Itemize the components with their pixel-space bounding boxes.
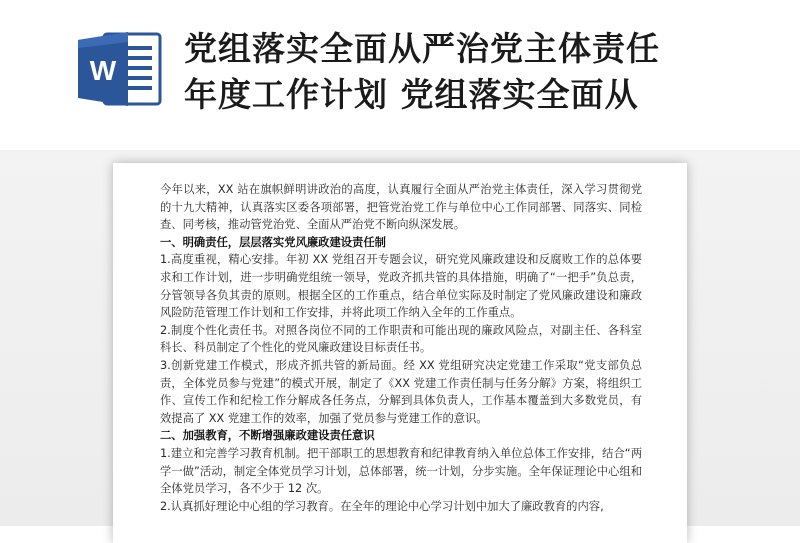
title-line-1: 党组落实全面从严治党主体责任 — [184, 29, 660, 68]
header — [0, 0, 800, 160]
section-heading: 一、明确责任，层层落实党风廉政建设责任制 — [160, 235, 386, 249]
document-page — [113, 163, 687, 543]
svg-text:W: W — [89, 55, 117, 86]
document-body — [160, 181, 642, 515]
paragraph: 1.高度重视，精心安排。年初 XX 党组召开专题会议，研究党风廉政建设和反腐败工作的总体要求和工作计划，进一步明确党组统一领导，党政齐抓共管的具体措施，明确了“一把手”负总责，分管领导各负其责的原则。根据全区的工作重点，结合单位实际及时制定了党风廉政建设和廉政风险防范管理工作计划和工作安排，并将此项工作纳入全年的工作重点。 — [160, 253, 642, 320]
document-title — [184, 26, 784, 118]
paragraph: 3.创新党建工作模式，形成齐抓共管的新局面。经 XX 党组研究决定党建工作采取“党支部负总责，全体党员参与党建”的模式开展，制定了《XX 党建工作责任制与任务分解》方案，将组织工作、宣传工作和纪检工作分解成各任务点，分解到具体负责人，工作基本覆盖到大多数党员，有效提高了 XX 党建工作的效率，加强了党员参与党建工作的意识。 — [160, 358, 642, 425]
word-document-icon — [78, 30, 164, 108]
section-heading: 二、加强教育，不断增强廉政建设责任意识 — [160, 429, 375, 443]
paragraph: 2.认真抓好理论中心组的学习教育。在全年的理论中心学习计划中加大了廉政教育的内容, — [160, 499, 604, 513]
paragraph: 1.建立和完善学习教育机制。把干部职工的思想教育和纪律教育纳入单位总体工作安排，结合“两学一做”活动，制定全体党员学习计划，总体部署，统一计划，分步实施。全年保证理论中心组和全体党员学习，各不少于 12 次。 — [160, 446, 642, 496]
title-line-2: 年度工作计划 党组落实全面从 — [184, 75, 639, 114]
paragraph: 2.制度个性化责任书。对照各岗位不同的工作职责和可能出现的廉政风险点，对副主任、各科室科长、科员制定了个性化的党风廉政建设目标责任书。 — [160, 323, 642, 355]
paragraph: 今年以来，XX 站在旗帜鲜明讲政治的高度，认真履行全面从严治党主体责任，深入学习贯彻党的十九大精神，认真落实区委各项部署，把管党治党工作与单位中心工作同部署、同落实、同检查、同考核，推动管党治党、全面从严治党不断向纵深发展。 — [160, 183, 642, 232]
